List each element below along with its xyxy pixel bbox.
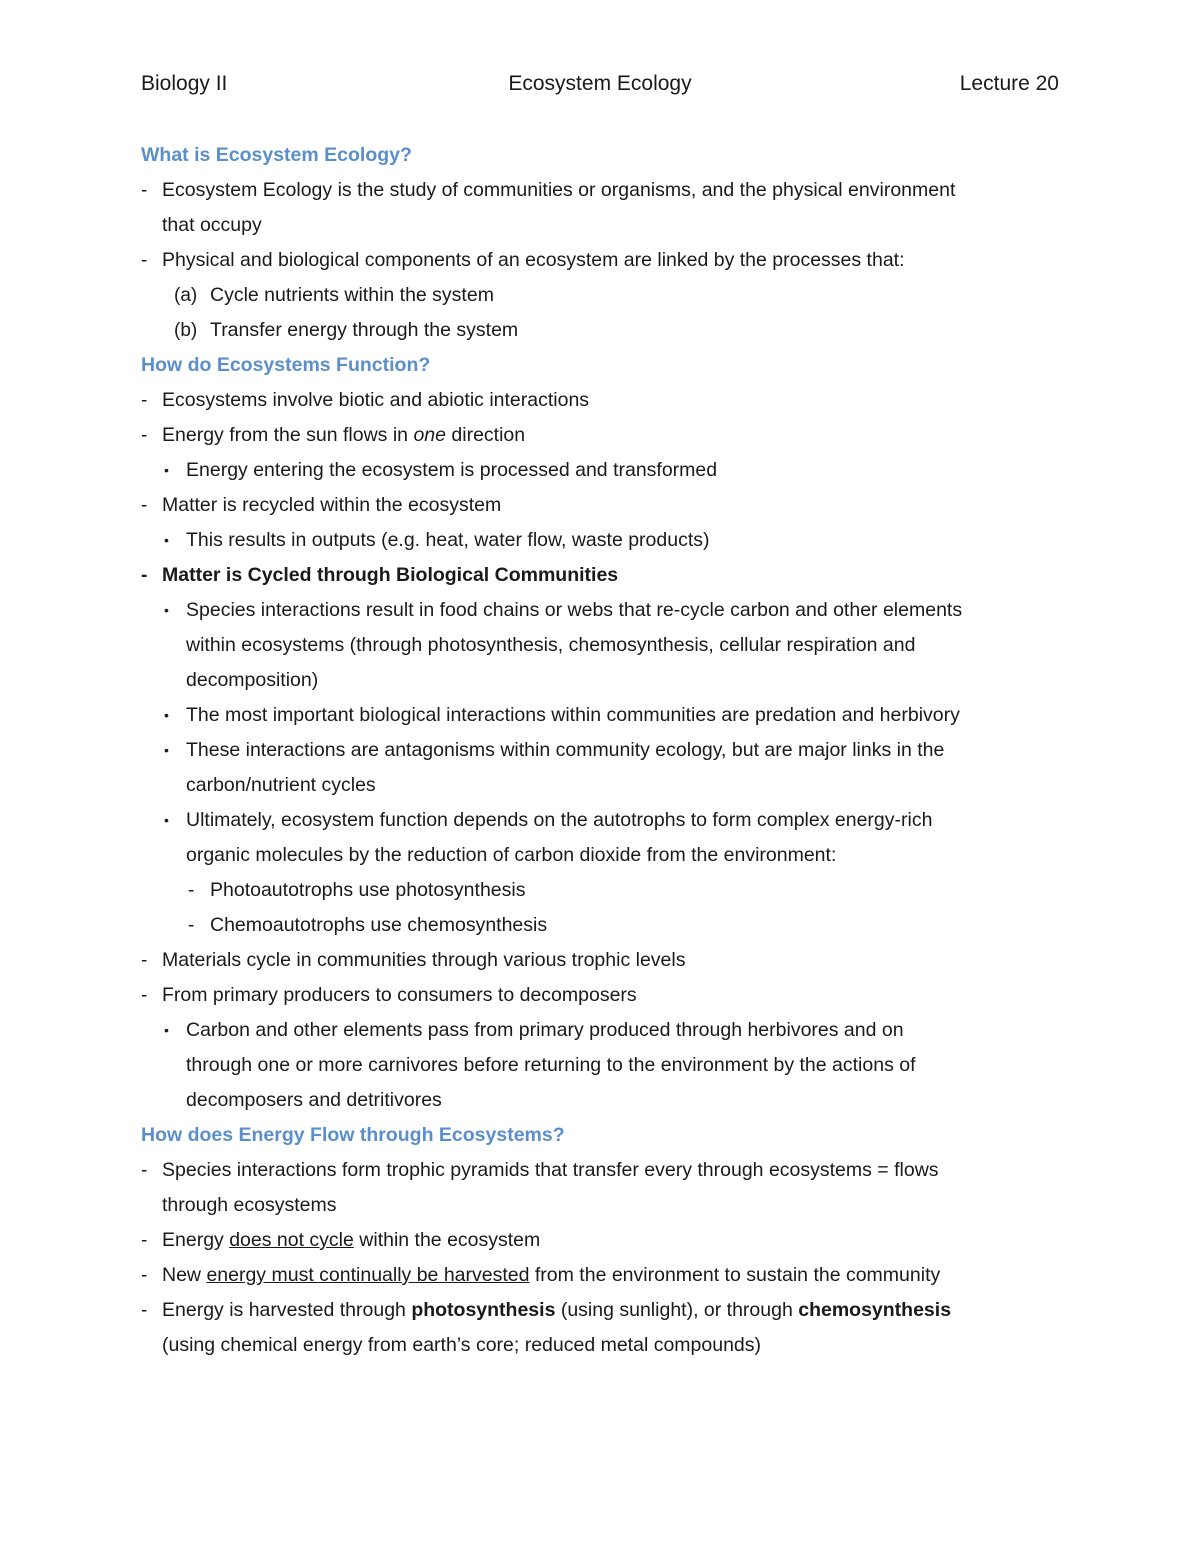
lettered-item: (a) Cycle nutrients within the system	[0, 278, 1200, 313]
list-item: - Ecosystem Ecology is the study of communities or organisms, and the physical environment	[0, 173, 1200, 208]
header-course: Biology II	[141, 72, 228, 95]
list-item: - Photoautotrophs use photosynthesis	[0, 873, 1200, 908]
list-item-continuation: organic molecules by the reduction of carbon dioxide from the environment:	[186, 844, 837, 866]
list-item: • This results in outputs (e.g. heat, water flow, waste products)	[0, 523, 1200, 558]
bullet-marker: •	[164, 602, 169, 618]
letter-marker: (a)	[174, 285, 198, 306]
dash-marker: -	[141, 950, 148, 971]
dash-marker: -	[141, 1300, 148, 1321]
list-item: - Chemoautotrophs use chemosynthesis	[0, 908, 1200, 943]
list-item: • The most important biological interactions within communities are predation and herbivory	[0, 698, 1200, 733]
list-item-bold: - Matter is Cycled through Biological Communities	[0, 558, 1200, 593]
list-item: • These interactions are antagonisms within community ecology, but are major links in the	[0, 733, 1200, 768]
dash-marker: -	[141, 1160, 148, 1181]
bullet-marker: •	[164, 707, 169, 723]
lettered-item: (b) Transfer energy through the system	[0, 313, 1200, 348]
list-item: • Species interactions result in food chains or webs that re-cycle carbon and other elements	[0, 593, 1200, 628]
dash-marker: -	[188, 880, 195, 901]
dash-marker: -	[141, 495, 148, 516]
list-item: • Energy entering the ecosystem is processed and transformed	[0, 453, 1200, 488]
dash-marker: -	[141, 390, 148, 411]
list-item: - Energy does not cycle within the ecosystem	[0, 1223, 1200, 1258]
list-item-continuation: carbon/nutrient cycles	[186, 774, 376, 796]
list-item: - Matter is recycled within the ecosystem	[0, 488, 1200, 523]
list-item-continuation: that occupy	[162, 214, 262, 236]
list-item: • Carbon and other elements pass from primary produced through herbivores and on	[0, 1013, 1200, 1048]
bullet-marker: •	[164, 532, 169, 548]
list-item: • Ultimately, ecosystem function depends on the autotrophs to form complex energy-rich	[0, 803, 1200, 838]
list-item-continuation: through one or more carnivores before returning to the environment by the actions of	[186, 1054, 916, 1076]
dash-marker: -	[141, 1265, 148, 1286]
dash-marker: -	[141, 425, 148, 446]
section-heading-energy-flow: How does Energy Flow through Ecosystems?	[141, 1124, 565, 1146]
section-heading-what-is: What is Ecosystem Ecology?	[141, 144, 412, 166]
list-item-continuation: decomposition)	[186, 669, 319, 691]
dash-marker: -	[141, 1230, 148, 1251]
list-item: - Materials cycle in communities through various trophic levels	[0, 943, 1200, 978]
dash-marker: -	[141, 565, 148, 586]
list-item: - New energy must continually be harvested from the environment to sustain the community	[0, 1258, 1200, 1293]
list-item: - Energy is harvested through photosynthesis (using sunlight), or through chemosynthesis	[0, 1293, 1200, 1328]
list-item: - Energy from the sun flows in one direction	[0, 418, 1200, 453]
list-item: - Ecosystems involve biotic and abiotic interactions	[0, 383, 1200, 418]
header-lecture: Lecture 20	[959, 72, 1059, 95]
section-heading-how-function: How do Ecosystems Function?	[141, 354, 431, 376]
dash-marker: -	[141, 250, 148, 271]
list-item-continuation: through ecosystems	[162, 1194, 337, 1216]
list-item: - Species interactions form trophic pyramids that transfer every through ecosystems = flows	[0, 1153, 1200, 1188]
bullet-marker: •	[164, 742, 169, 758]
dash-marker: -	[188, 915, 195, 936]
header-topic: Ecosystem Ecology	[508, 72, 692, 95]
bullet-marker: •	[164, 812, 169, 828]
bullet-marker: •	[164, 462, 169, 478]
list-item-continuation: within ecosystems (through photosynthesis, chemosynthesis, cellular respiration and	[186, 634, 916, 656]
list-item-continuation: (using chemical energy from earth’s core; reduced metal compounds)	[162, 1334, 762, 1356]
dash-marker: -	[141, 180, 148, 201]
list-item: - From primary producers to consumers to decomposers	[0, 978, 1200, 1013]
dash-marker: -	[141, 985, 148, 1006]
bullet-marker: •	[164, 1022, 169, 1038]
letter-marker: (b)	[174, 320, 198, 341]
list-item: - Physical and biological components of an ecosystem are linked by the processes that:	[0, 243, 1200, 278]
list-item-continuation: decomposers and detritivores	[186, 1089, 442, 1111]
document-body	[0, 138, 1200, 1363]
